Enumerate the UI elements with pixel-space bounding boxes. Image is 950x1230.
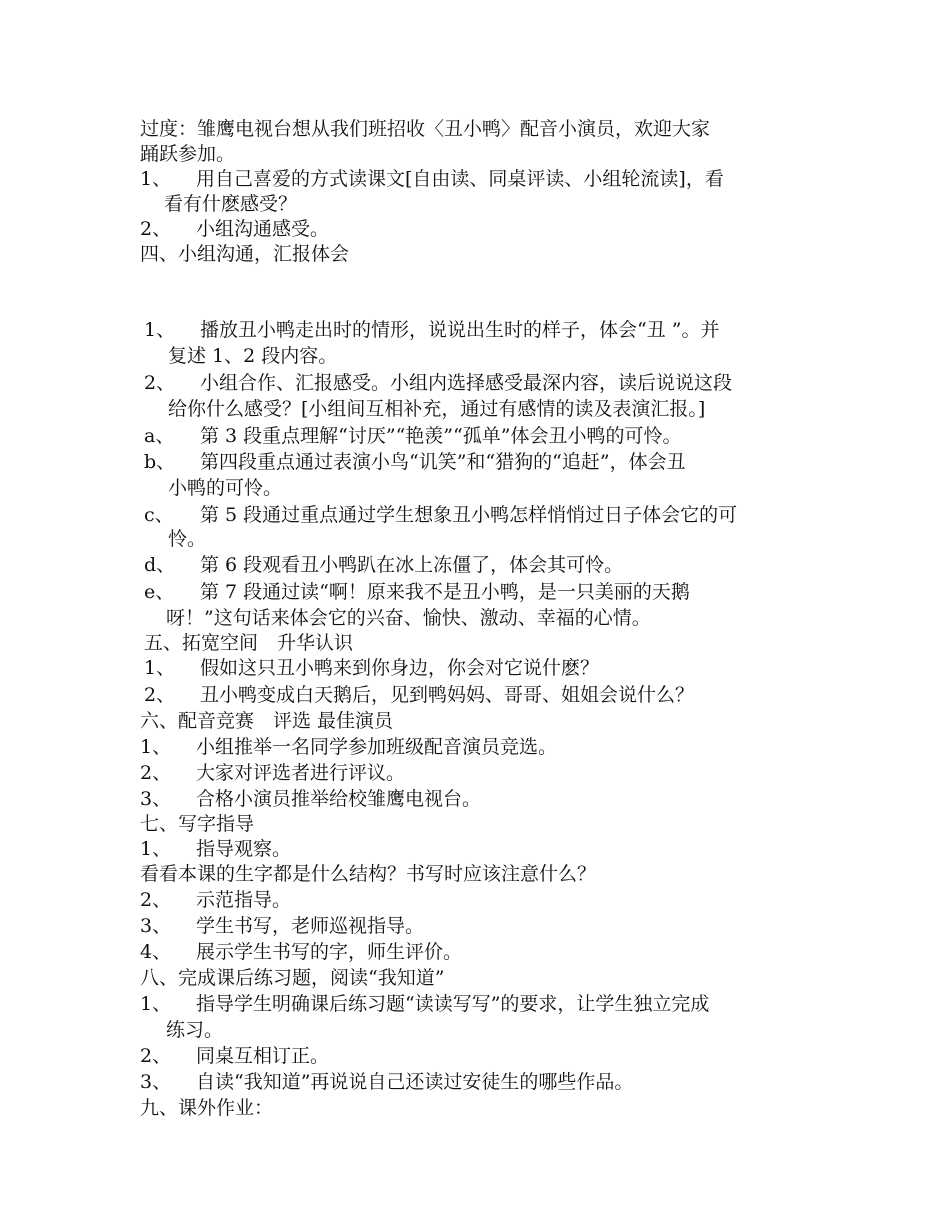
- paragraph-line: [166, 1017, 223, 1043]
- line-text: 七、写字指导: [140, 813, 255, 835]
- paragraph-line: [164, 191, 297, 217]
- list-item: [144, 502, 737, 528]
- item-number: 2、: [144, 372, 176, 394]
- paragraph-line: [168, 343, 337, 369]
- line-text: 同桌互相订正。: [196, 1045, 330, 1067]
- item-number: 3、: [140, 915, 172, 937]
- item-number: 2、: [140, 889, 172, 911]
- item-number: 2、: [140, 762, 172, 784]
- line-text: 小鸭的可怜。: [168, 477, 283, 499]
- paragraph-line: [140, 141, 235, 167]
- line-text: 大家对评选者进行评议。: [196, 762, 406, 784]
- paragraph-line: [168, 396, 705, 422]
- section-heading: [140, 811, 254, 837]
- line-text: 示范指导。: [196, 889, 292, 911]
- line-text: 练习。: [166, 1019, 224, 1041]
- line-text: 看看本课的生字都是什么结构？书写时应该注意什么？: [140, 863, 597, 885]
- item-number: 1、: [140, 838, 172, 860]
- list-item: [144, 682, 694, 708]
- item-number: 2、: [140, 218, 172, 240]
- item-number: c、: [144, 504, 174, 526]
- line-text: 指导观察。: [196, 838, 292, 860]
- item-number: b、: [144, 451, 176, 473]
- line-text: 看有什麽感受？: [164, 193, 298, 215]
- item-number: e、: [144, 581, 175, 603]
- line-text: 八、完成课后练习题，阅读“我知道”: [140, 967, 445, 989]
- line-text: 小组沟通感受。: [196, 218, 330, 240]
- section-heading: [144, 630, 353, 656]
- item-number: d、: [144, 554, 176, 576]
- list-item: [144, 370, 732, 396]
- list-item: [140, 1043, 329, 1069]
- list-item: [144, 317, 719, 343]
- line-text: 假如这只丑小鸭来到你身边，你会对它说什麽？: [200, 657, 600, 679]
- line-text: 过度：雏鹰电视台想从我们班招收〈丑小鸭〉配音小演员，欢迎大家: [140, 118, 711, 140]
- list-item: [140, 734, 557, 760]
- list-item: [144, 552, 623, 578]
- line-text: 第 6 段观看丑小鸭趴在冰上冻僵了，体会其可怜。: [200, 554, 624, 576]
- line-text: 五、拓宽空间 升华认识: [144, 632, 354, 654]
- line-text: 第 3 段重点理解“讨厌”“艳羡”“孤单”体会丑小鸭的可怜。: [200, 425, 682, 447]
- list-item: [144, 423, 681, 449]
- line-text: 播放丑小鸭走出时的情形，说说出生时的样子，体会“丑 ”。并: [200, 319, 720, 341]
- line-text: 踊跃参加。: [140, 143, 236, 165]
- item-number: 2、: [144, 684, 176, 706]
- paragraph-line: [168, 475, 282, 501]
- line-text: 小组推举一名同学参加班级配音演员竞选。: [196, 736, 558, 758]
- paragraph-line: [168, 526, 206, 552]
- item-number: 2、: [140, 1045, 172, 1067]
- list-item: [140, 991, 709, 1017]
- line-text: 用自己喜爱的方式读课文[自由读、同桌评读、小组轮流读]，看: [196, 168, 724, 190]
- line-text: 学生书写，老师巡视指导。: [196, 915, 425, 937]
- line-text: 展示学生书写的字，师生评价。: [196, 941, 463, 963]
- line-text: 第 7 段通过读“啊！原来我不是丑小鸭，是一只美丽的天鹅: [200, 581, 690, 603]
- line-text: 九、课外作业：: [140, 1097, 274, 1119]
- section-heading: [140, 965, 444, 991]
- item-number: 3、: [140, 1071, 172, 1093]
- list-item: [140, 216, 329, 242]
- paragraph-line: [166, 605, 651, 631]
- line-text: 第 5 段通过重点通过学生想象丑小鸭怎样悄悄过日子体会它的可: [200, 504, 738, 526]
- list-item: [144, 449, 686, 475]
- list-item: [140, 913, 424, 939]
- line-text: 给你什么感受？[小组间互相补充，通过有感情的读及表演汇报。]: [168, 398, 706, 420]
- list-item: [140, 760, 405, 786]
- list-item: [140, 1069, 633, 1095]
- item-number: 1、: [140, 168, 172, 190]
- paragraph-line: [140, 861, 596, 887]
- line-text: 小组合作、汇报感受。小组内选择感受最深内容，读后说说这段: [200, 372, 733, 394]
- item-number: 1、: [140, 736, 172, 758]
- line-text: 合格小演员推举给校雏鹰电视台。: [196, 788, 482, 810]
- list-item: [140, 836, 291, 862]
- line-text: 六、配音竞赛 评选 最佳演员: [140, 710, 394, 732]
- line-text: 怜。: [168, 528, 207, 550]
- item-number: 4、: [140, 941, 172, 963]
- section-heading: [140, 241, 349, 267]
- line-text: 四、小组沟通，汇报体会: [140, 243, 350, 265]
- line-text: 第四段重点通过表演小鸟“讥笑”和“猎狗的“追赶”，体会丑: [200, 451, 686, 473]
- item-number: 1、: [140, 993, 172, 1015]
- paragraph-line: [140, 116, 710, 142]
- list-item: [140, 887, 291, 913]
- line-text: 丑小鸭变成白天鹅后，见到鸭妈妈、哥哥、姐姐会说什么？: [200, 684, 695, 706]
- list-item: [140, 166, 724, 192]
- item-number: 1、: [144, 319, 176, 341]
- list-item: [144, 655, 599, 681]
- section-heading: [140, 1095, 273, 1121]
- list-item: [140, 786, 481, 812]
- line-text: 复述 1、2 段内容。: [168, 345, 338, 367]
- item-number: 3、: [140, 788, 172, 810]
- item-number: a、: [144, 425, 175, 447]
- list-item: [144, 579, 690, 605]
- list-item: [140, 939, 462, 965]
- item-number: 1、: [144, 657, 176, 679]
- line-text: 呀！”这句话来体会它的兴奋、愉快、激动、幸福的心情。: [166, 607, 651, 629]
- section-heading: [140, 708, 393, 734]
- line-text: 指导学生明确课后练习题“读读写写”的要求，让学生独立完成: [196, 993, 710, 1015]
- line-text: 自读“我知道”再说说自己还读过安徒生的哪些作品。: [196, 1071, 634, 1093]
